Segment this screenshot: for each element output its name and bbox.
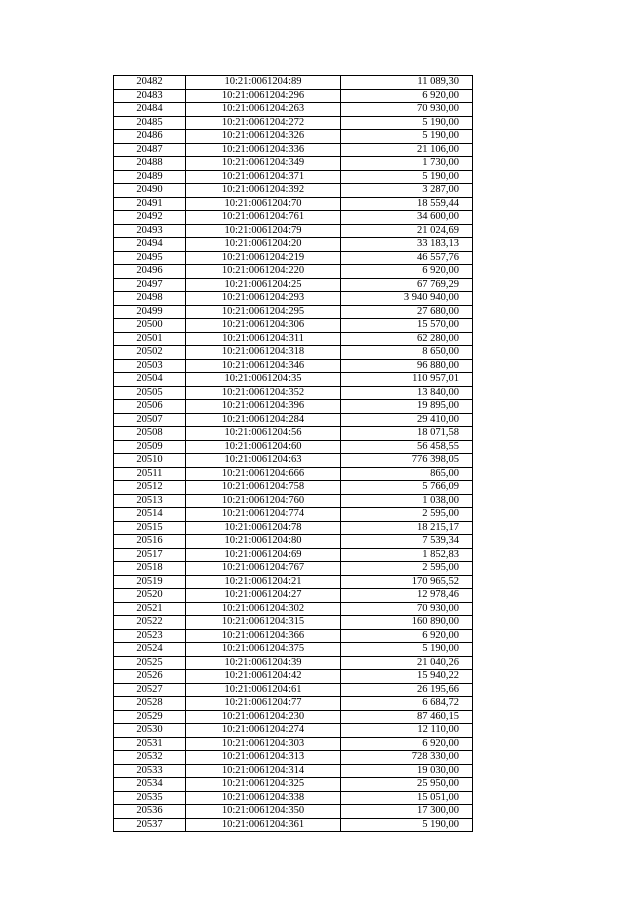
value-cell: 26 195,66	[341, 683, 473, 697]
row-number-cell: 20496	[114, 265, 186, 279]
row-number-cell: 20488	[114, 157, 186, 171]
row-number-cell: 20522	[114, 616, 186, 630]
value-cell: 1 730,00	[341, 157, 473, 171]
cadastral-number-cell: 10:21:0061204:326	[186, 130, 341, 144]
row-number-cell: 20531	[114, 737, 186, 751]
cadastral-number-cell: 10:21:0061204:318	[186, 346, 341, 360]
table-row	[114, 184, 473, 198]
table-row	[114, 467, 473, 481]
table-row	[114, 454, 473, 468]
cadastral-number-cell: 10:21:0061204:366	[186, 629, 341, 643]
value-cell: 34 600,00	[341, 211, 473, 225]
value-cell: 5 190,00	[341, 643, 473, 657]
row-number-cell: 20528	[114, 697, 186, 711]
value-cell: 5 190,00	[341, 116, 473, 130]
row-number-cell: 20523	[114, 629, 186, 643]
value-cell: 728 330,00	[341, 751, 473, 765]
row-number-cell: 20487	[114, 143, 186, 157]
cadastral-number-cell: 10:21:0061204:56	[186, 427, 341, 441]
table-row	[114, 548, 473, 562]
row-number-cell: 20532	[114, 751, 186, 765]
row-number-cell: 20524	[114, 643, 186, 657]
cadastral-number-cell: 10:21:0061204:63	[186, 454, 341, 468]
row-number-cell: 20489	[114, 170, 186, 184]
row-number-cell: 20490	[114, 184, 186, 198]
value-cell: 11 089,30	[341, 76, 473, 90]
table-row	[114, 656, 473, 670]
cadastral-number-cell: 10:21:0061204:311	[186, 332, 341, 346]
row-number-cell: 20515	[114, 521, 186, 535]
row-number-cell: 20525	[114, 656, 186, 670]
cadastral-number-cell: 10:21:0061204:284	[186, 413, 341, 427]
row-number-cell: 20536	[114, 805, 186, 819]
row-number-cell: 20484	[114, 103, 186, 117]
value-cell: 776 398,05	[341, 454, 473, 468]
value-cell: 21 040,26	[341, 656, 473, 670]
cadastral-number-cell: 10:21:0061204:60	[186, 440, 341, 454]
value-cell: 56 458,55	[341, 440, 473, 454]
table-row	[114, 508, 473, 522]
cadastral-number-cell: 10:21:0061204:392	[186, 184, 341, 198]
table-row	[114, 616, 473, 630]
table-row	[114, 778, 473, 792]
cadastral-number-cell: 10:21:0061204:89	[186, 76, 341, 90]
row-number-cell: 20512	[114, 481, 186, 495]
row-number-cell: 20504	[114, 373, 186, 387]
row-number-cell: 20495	[114, 251, 186, 265]
cadastral-number-cell: 10:21:0061204:61	[186, 683, 341, 697]
table-row	[114, 143, 473, 157]
cadastral-number-cell: 10:21:0061204:21	[186, 575, 341, 589]
row-number-cell: 20505	[114, 386, 186, 400]
row-number-cell: 20506	[114, 400, 186, 414]
row-number-cell: 20526	[114, 670, 186, 684]
row-number-cell: 20508	[114, 427, 186, 441]
value-cell: 2 595,00	[341, 508, 473, 522]
row-number-cell: 20527	[114, 683, 186, 697]
value-cell: 70 930,00	[341, 602, 473, 616]
row-number-cell: 20511	[114, 467, 186, 481]
value-cell: 170 965,52	[341, 575, 473, 589]
cadastral-number-cell: 10:21:0061204:25	[186, 278, 341, 292]
row-number-cell: 20516	[114, 535, 186, 549]
cadastral-number-cell: 10:21:0061204:760	[186, 494, 341, 508]
cadastral-number-cell: 10:21:0061204:69	[186, 548, 341, 562]
cadastral-number-cell: 10:21:0061204:20	[186, 238, 341, 252]
value-cell: 2 595,00	[341, 562, 473, 576]
table-row	[114, 683, 473, 697]
table-row	[114, 791, 473, 805]
value-cell: 27 680,00	[341, 305, 473, 319]
value-cell: 18 215,17	[341, 521, 473, 535]
row-number-cell: 20521	[114, 602, 186, 616]
row-number-cell: 20491	[114, 197, 186, 211]
table-row	[114, 670, 473, 684]
value-cell: 70 930,00	[341, 103, 473, 117]
value-cell: 6 684,72	[341, 697, 473, 711]
table-row	[114, 602, 473, 616]
cadastral-number-cell: 10:21:0061204:219	[186, 251, 341, 265]
cadastral-number-cell: 10:21:0061204:263	[186, 103, 341, 117]
row-number-cell: 20534	[114, 778, 186, 792]
table-row	[114, 481, 473, 495]
cadastral-number-cell: 10:21:0061204:274	[186, 724, 341, 738]
value-cell: 5 190,00	[341, 170, 473, 184]
table-row	[114, 697, 473, 711]
table-row	[114, 373, 473, 387]
row-number-cell: 20497	[114, 278, 186, 292]
row-number-cell: 20509	[114, 440, 186, 454]
table-row	[114, 575, 473, 589]
table-row	[114, 292, 473, 306]
table-row	[114, 737, 473, 751]
table-row	[114, 724, 473, 738]
table-row	[114, 238, 473, 252]
cadastral-number-cell: 10:21:0061204:313	[186, 751, 341, 765]
table-row	[114, 197, 473, 211]
cadastral-number-cell: 10:21:0061204:352	[186, 386, 341, 400]
row-number-cell: 20502	[114, 346, 186, 360]
cadastral-number-cell: 10:21:0061204:396	[186, 400, 341, 414]
row-number-cell: 20486	[114, 130, 186, 144]
value-cell: 8 650,00	[341, 346, 473, 360]
value-cell: 6 920,00	[341, 737, 473, 751]
table-row	[114, 76, 473, 90]
value-cell: 21 106,00	[341, 143, 473, 157]
value-cell: 1 038,00	[341, 494, 473, 508]
cadastral-number-cell: 10:21:0061204:80	[186, 535, 341, 549]
cadastral-number-cell: 10:21:0061204:361	[186, 818, 341, 832]
cadastral-number-cell: 10:21:0061204:346	[186, 359, 341, 373]
cadastral-number-cell: 10:21:0061204:306	[186, 319, 341, 333]
value-cell: 87 460,15	[341, 710, 473, 724]
cadastral-number-cell: 10:21:0061204:761	[186, 211, 341, 225]
cadastral-number-cell: 10:21:0061204:220	[186, 265, 341, 279]
table-row	[114, 319, 473, 333]
table-row	[114, 251, 473, 265]
cadastral-number-cell: 10:21:0061204:315	[186, 616, 341, 630]
value-cell: 18 559,44	[341, 197, 473, 211]
row-number-cell: 20519	[114, 575, 186, 589]
row-number-cell: 20529	[114, 710, 186, 724]
value-cell: 17 300,00	[341, 805, 473, 819]
value-cell: 15 570,00	[341, 319, 473, 333]
cadastral-number-cell: 10:21:0061204:758	[186, 481, 341, 495]
row-number-cell: 20530	[114, 724, 186, 738]
table-row	[114, 710, 473, 724]
row-number-cell: 20501	[114, 332, 186, 346]
value-cell: 15 051,00	[341, 791, 473, 805]
row-number-cell: 20535	[114, 791, 186, 805]
row-number-cell: 20485	[114, 116, 186, 130]
value-cell: 5 190,00	[341, 130, 473, 144]
row-number-cell: 20510	[114, 454, 186, 468]
cadastral-number-cell: 10:21:0061204:42	[186, 670, 341, 684]
row-number-cell: 20492	[114, 211, 186, 225]
value-cell: 33 183,13	[341, 238, 473, 252]
table-row	[114, 305, 473, 319]
value-cell: 96 880,00	[341, 359, 473, 373]
table-row	[114, 224, 473, 238]
row-number-cell: 20482	[114, 76, 186, 90]
row-number-cell: 20533	[114, 764, 186, 778]
row-number-cell: 20537	[114, 818, 186, 832]
cadastral-number-cell: 10:21:0061204:295	[186, 305, 341, 319]
cadastral-number-cell: 10:21:0061204:302	[186, 602, 341, 616]
table-row	[114, 629, 473, 643]
value-cell: 15 940,22	[341, 670, 473, 684]
value-cell: 29 410,00	[341, 413, 473, 427]
cadastral-number-cell: 10:21:0061204:39	[186, 656, 341, 670]
cadastral-number-cell: 10:21:0061204:349	[186, 157, 341, 171]
table-row	[114, 332, 473, 346]
table-row	[114, 400, 473, 414]
value-cell: 67 769,29	[341, 278, 473, 292]
row-number-cell: 20503	[114, 359, 186, 373]
cadastral-number-cell: 10:21:0061204:325	[186, 778, 341, 792]
value-cell: 19 030,00	[341, 764, 473, 778]
value-cell: 19 895,00	[341, 400, 473, 414]
table-row	[114, 89, 473, 103]
cadastral-number-cell: 10:21:0061204:371	[186, 170, 341, 184]
row-number-cell: 20498	[114, 292, 186, 306]
row-number-cell: 20499	[114, 305, 186, 319]
cadastral-number-cell: 10:21:0061204:293	[186, 292, 341, 306]
cadastral-number-cell: 10:21:0061204:314	[186, 764, 341, 778]
table-row	[114, 535, 473, 549]
table-row	[114, 440, 473, 454]
cadastral-number-cell: 10:21:0061204:774	[186, 508, 341, 522]
cadastral-number-cell: 10:21:0061204:35	[186, 373, 341, 387]
table-row	[114, 346, 473, 360]
row-number-cell: 20493	[114, 224, 186, 238]
table-row	[114, 211, 473, 225]
row-number-cell: 20513	[114, 494, 186, 508]
value-cell: 5 766,09	[341, 481, 473, 495]
row-number-cell: 20494	[114, 238, 186, 252]
cadastral-number-cell: 10:21:0061204:296	[186, 89, 341, 103]
row-number-cell: 20514	[114, 508, 186, 522]
cadastral-number-cell: 10:21:0061204:350	[186, 805, 341, 819]
value-cell: 1 852,83	[341, 548, 473, 562]
cadastral-number-cell: 10:21:0061204:27	[186, 589, 341, 603]
table-row	[114, 818, 473, 832]
value-cell: 13 840,00	[341, 386, 473, 400]
table-row	[114, 589, 473, 603]
row-number-cell: 20500	[114, 319, 186, 333]
row-number-cell: 20517	[114, 548, 186, 562]
cadastral-number-cell: 10:21:0061204:336	[186, 143, 341, 157]
table-row	[114, 265, 473, 279]
value-cell: 160 890,00	[341, 616, 473, 630]
table-body	[114, 76, 473, 832]
cadastral-value-table	[113, 75, 473, 832]
value-cell: 62 280,00	[341, 332, 473, 346]
table-row	[114, 359, 473, 373]
cadastral-number-cell: 10:21:0061204:77	[186, 697, 341, 711]
table-row	[114, 386, 473, 400]
value-cell: 3 940 940,00	[341, 292, 473, 306]
cadastral-number-cell: 10:21:0061204:230	[186, 710, 341, 724]
value-cell: 3 287,00	[341, 184, 473, 198]
table-row	[114, 157, 473, 171]
row-number-cell: 20483	[114, 89, 186, 103]
table-row	[114, 130, 473, 144]
table-row	[114, 413, 473, 427]
table-row	[114, 562, 473, 576]
cadastral-number-cell: 10:21:0061204:767	[186, 562, 341, 576]
value-cell: 7 539,34	[341, 535, 473, 549]
table-row	[114, 494, 473, 508]
cadastral-number-cell: 10:21:0061204:666	[186, 467, 341, 481]
row-number-cell: 20518	[114, 562, 186, 576]
table-row	[114, 170, 473, 184]
table-row	[114, 805, 473, 819]
value-cell: 12 978,46	[341, 589, 473, 603]
cadastral-number-cell: 10:21:0061204:70	[186, 197, 341, 211]
value-cell: 46 557,76	[341, 251, 473, 265]
cadastral-number-cell: 10:21:0061204:272	[186, 116, 341, 130]
cadastral-number-cell: 10:21:0061204:375	[186, 643, 341, 657]
cadastral-number-cell: 10:21:0061204:78	[186, 521, 341, 535]
value-cell: 12 110,00	[341, 724, 473, 738]
value-cell: 18 071,58	[341, 427, 473, 441]
table-row	[114, 427, 473, 441]
table-row	[114, 521, 473, 535]
cadastral-number-cell: 10:21:0061204:303	[186, 737, 341, 751]
value-cell: 6 920,00	[341, 89, 473, 103]
table-row	[114, 116, 473, 130]
table-row	[114, 751, 473, 765]
row-number-cell: 20507	[114, 413, 186, 427]
table-row	[114, 764, 473, 778]
row-number-cell: 20520	[114, 589, 186, 603]
value-cell: 25 950,00	[341, 778, 473, 792]
cadastral-number-cell: 10:21:0061204:338	[186, 791, 341, 805]
value-cell: 865,00	[341, 467, 473, 481]
value-cell: 21 024,69	[341, 224, 473, 238]
value-cell: 6 920,00	[341, 629, 473, 643]
table-row	[114, 103, 473, 117]
table-row	[114, 278, 473, 292]
value-cell: 110 957,01	[341, 373, 473, 387]
value-cell: 6 920,00	[341, 265, 473, 279]
value-cell: 5 190,00	[341, 818, 473, 832]
cadastral-number-cell: 10:21:0061204:79	[186, 224, 341, 238]
table-row	[114, 643, 473, 657]
